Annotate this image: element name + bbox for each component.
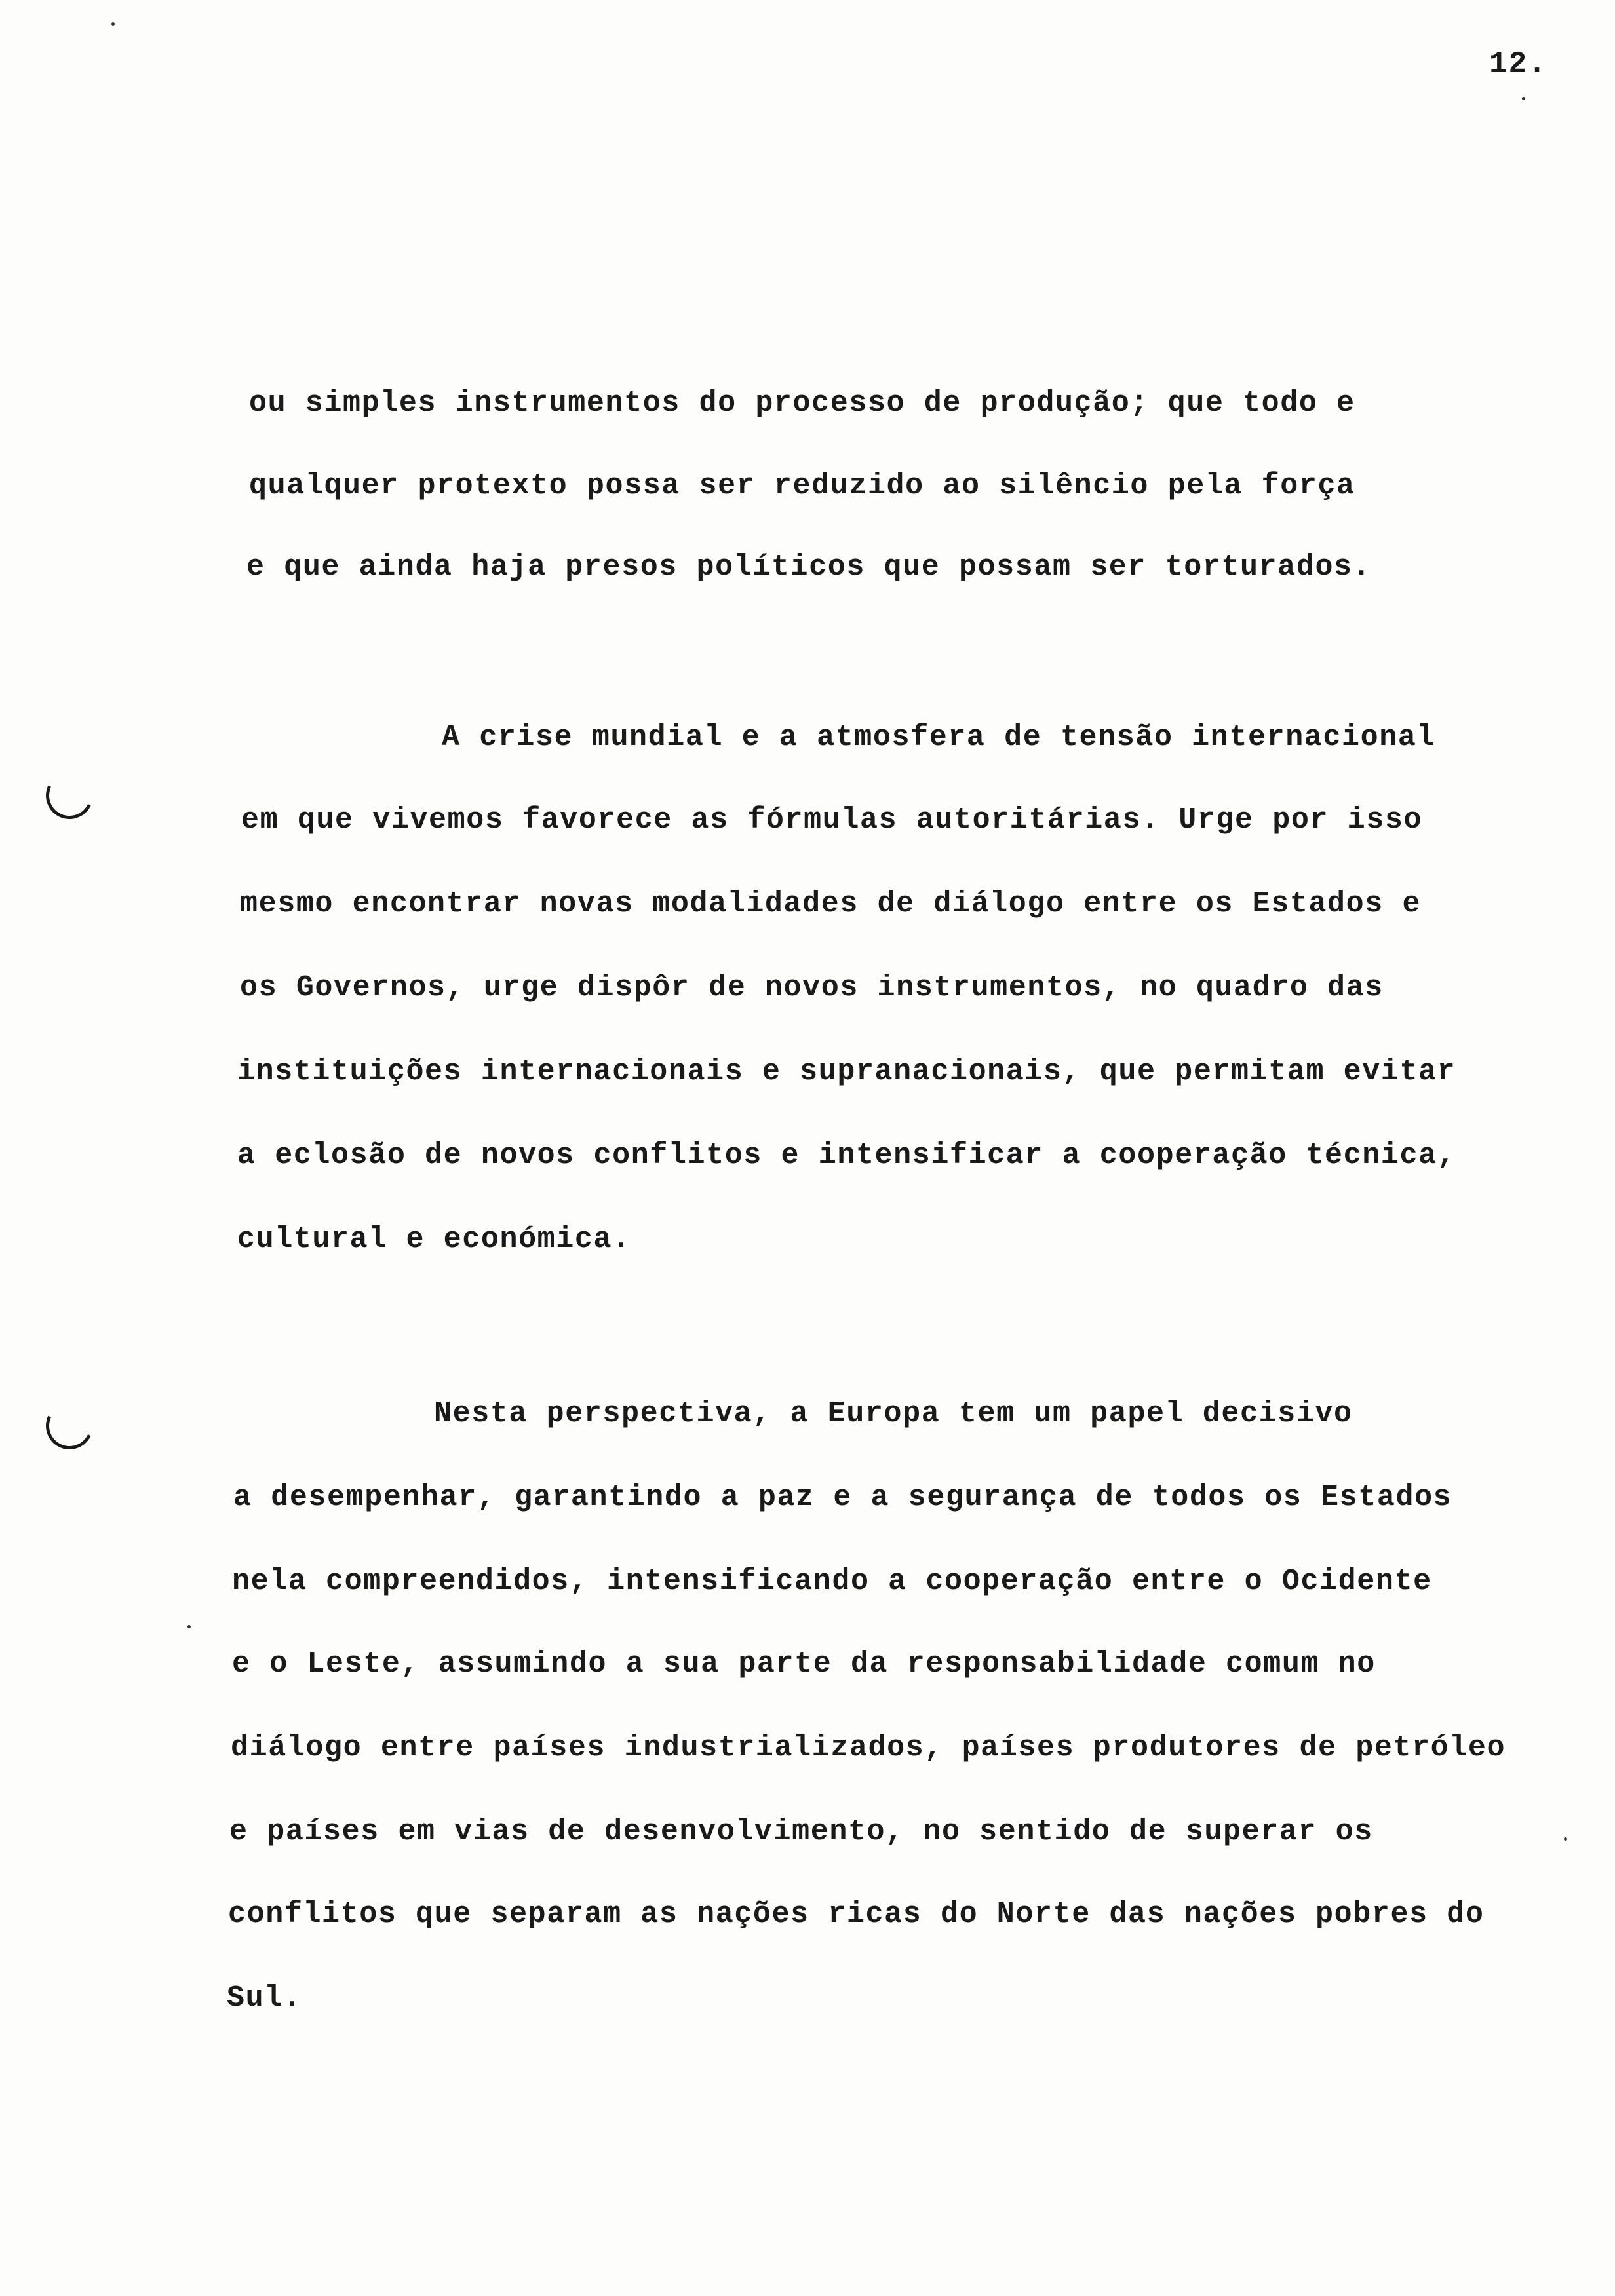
- punch-hole-bottom: [39, 1396, 100, 1456]
- text-line: Sul.: [227, 1981, 302, 2015]
- text-line: os Governos, urge dispôr de novos instrumentos, no quadro das: [240, 971, 1384, 1004]
- text-line: cultural e económica.: [237, 1223, 631, 1256]
- text-line: instituições internacionais e supranacionais, que permitam evitar: [237, 1055, 1456, 1088]
- text-line: e países em vias de desenvolvimento, no sentido de superar os: [229, 1815, 1373, 1848]
- text-line: e que ainda haja presos políticos que possam ser torturados.: [246, 550, 1372, 584]
- text-line: em que vivemos favorece as fórmulas autoritárias. Urge por isso: [241, 803, 1423, 837]
- text-line: e o Leste, assumindo a sua parte da responsabilidade comum no: [232, 1647, 1376, 1681]
- page-number: 12.: [1489, 47, 1547, 81]
- text-line: qualquer protexto possa ser reduzido ao silêncio pela força: [249, 469, 1355, 503]
- scan-speck: [111, 22, 115, 26]
- text-line: conflitos que separam as nações ricas do Norte das nações pobres do: [228, 1898, 1485, 1931]
- scan-speck: [187, 1625, 191, 1628]
- text-line: a eclosão de novos conflitos e intensificar a cooperação técnica,: [237, 1139, 1456, 1172]
- text-line: Nesta perspectiva, a Europa tem um papel decisivo: [434, 1397, 1353, 1430]
- text-line: ou simples instrumentos do processo de produção; que todo e: [249, 387, 1355, 420]
- punch-hole-top: [39, 765, 100, 826]
- text-line: diálogo entre países industrializados, países produtores de petróleo: [231, 1731, 1506, 1765]
- scan-speck: [1564, 1837, 1567, 1841]
- text-line: a desempenhar, garantindo a paz e a segurança de todos os Estados: [233, 1481, 1452, 1514]
- text-line: nela compreendidos, intensificando a cooperação entre o Ocidente: [232, 1565, 1432, 1598]
- text-line: mesmo encontrar novas modalidades de diálogo entre os Estados e: [240, 887, 1422, 921]
- text-line: A crise mundial e a atmosfera de tensão internacional: [442, 721, 1436, 754]
- scan-speck: [1522, 97, 1525, 100]
